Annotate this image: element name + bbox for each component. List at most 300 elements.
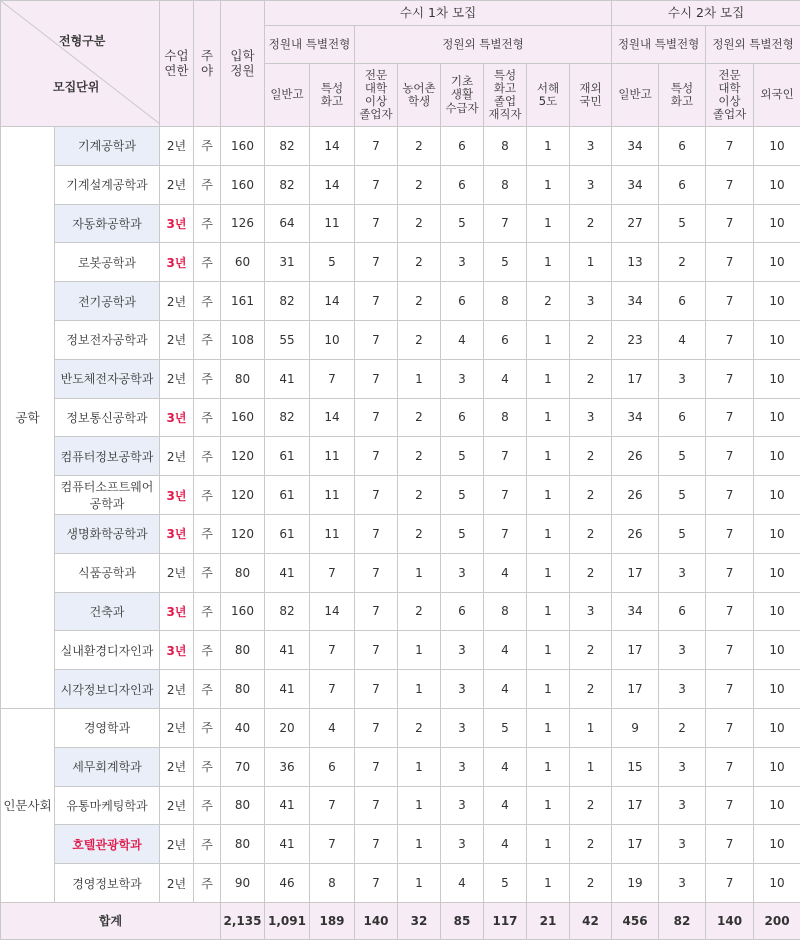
value-cell: 41 [265,670,310,709]
total-cell: 117 [484,902,527,939]
department-cell: 컴퓨터소프트웨어 공학과 [55,476,160,515]
value-cell: 7 [310,825,355,864]
value-cell: 2 [570,359,612,398]
subcategory-header: 재외 국민 [570,64,612,127]
value-cell: 3 [659,786,706,825]
value-cell: 6 [441,127,484,166]
study-years-cell: 2년 [160,864,194,903]
value-cell: 1 [398,786,441,825]
value-cell: 6 [659,592,706,631]
value-cell: 8 [484,398,527,437]
value-cell: 14 [310,127,355,166]
total-cell: 82 [659,902,706,939]
value-cell: 5 [441,437,484,476]
day-night-cell: 주 [194,514,221,553]
day-night-cell: 주 [194,631,221,670]
value-cell: 6 [659,398,706,437]
value-cell: 5 [441,476,484,515]
value-cell: 5 [659,514,706,553]
value-cell: 7 [310,670,355,709]
value-cell: 1 [570,243,612,282]
value-cell: 7 [706,127,754,166]
department-cell: 유통마케팅학과 [55,786,160,825]
value-cell: 7 [706,631,754,670]
table-row [1,320,800,359]
value-cell: 3 [441,670,484,709]
value-cell: 7 [355,864,398,903]
value-cell: 7 [355,243,398,282]
value-cell: 1 [398,359,441,398]
value-cell: 8 [484,282,527,321]
value-cell: 2 [570,670,612,709]
table-row [1,864,800,903]
total-cell: 1,091 [265,902,310,939]
value-cell: 2 [398,592,441,631]
subcategory-header: 서해 5도 [527,64,570,127]
day-night-cell: 주 [194,243,221,282]
value-cell: 3 [441,359,484,398]
value-cell: 41 [265,553,310,592]
value-cell: 6 [441,165,484,204]
value-cell: 2 [398,127,441,166]
value-cell: 14 [310,398,355,437]
value-cell: 7 [355,398,398,437]
value-cell: 2 [398,165,441,204]
day-night-cell: 주 [194,476,221,515]
value-cell: 10 [754,437,800,476]
value-cell: 2 [398,243,441,282]
value-cell: 82 [265,282,310,321]
value-cell: 2 [570,320,612,359]
value-cell: 1 [527,127,570,166]
value-cell: 1 [527,476,570,515]
subcategory-header: 특성 화고 [310,64,355,127]
value-cell: 3 [659,747,706,786]
value-cell: 1 [527,553,570,592]
day-night-cell: 주 [194,670,221,709]
value-cell: 1 [398,825,441,864]
value-cell: 14 [310,282,355,321]
value-cell: 46 [265,864,310,903]
value-cell: 5 [441,204,484,243]
value-cell: 11 [310,437,355,476]
total-cell: 189 [310,902,355,939]
value-cell: 3 [570,127,612,166]
value-cell: 5 [659,204,706,243]
value-cell: 7 [706,786,754,825]
value-cell: 17 [612,670,659,709]
table-row [1,437,800,476]
subcategory-header: 특성 화고 [659,64,706,127]
value-cell: 11 [310,204,355,243]
department-cell: 전기공학과 [55,282,160,321]
value-cell: 41 [265,359,310,398]
value-cell: 26 [612,437,659,476]
value-cell: 6 [659,127,706,166]
value-cell: 1 [527,398,570,437]
total-cell: 42 [570,902,612,939]
table-row [1,708,800,747]
day-night-cell: 주 [194,553,221,592]
value-cell: 2 [398,204,441,243]
value-cell: 3 [659,631,706,670]
table-row [1,476,800,515]
value-cell: 6 [659,165,706,204]
value-cell: 17 [612,359,659,398]
day-night-cell: 주 [194,592,221,631]
value-cell: 61 [265,514,310,553]
study-years-cell: 3년 [160,631,194,670]
value-cell: 14 [310,165,355,204]
value-cell: 4 [441,864,484,903]
value-cell: 7 [355,476,398,515]
value-cell: 3 [570,282,612,321]
department-cell: 기계설계공학과 [55,165,160,204]
value-cell: 8 [484,127,527,166]
department-cell: 생명화학공학과 [55,514,160,553]
department-cell: 기계공학과 [55,127,160,166]
day-night-cell: 주 [194,786,221,825]
value-cell: 10 [754,592,800,631]
value-cell: 7 [706,708,754,747]
value-cell: 2 [570,825,612,864]
quota-cell: 90 [221,864,265,903]
value-cell: 1 [527,320,570,359]
value-cell: 2 [398,476,441,515]
study-years-cell: 3년 [160,398,194,437]
value-cell: 17 [612,786,659,825]
table-row [1,825,800,864]
value-cell: 7 [355,553,398,592]
value-cell: 11 [310,514,355,553]
value-cell: 7 [706,398,754,437]
value-cell: 5 [484,243,527,282]
value-cell: 7 [355,631,398,670]
table-row [1,786,800,825]
value-cell: 10 [310,320,355,359]
quota-cell: 80 [221,786,265,825]
table-row [1,592,800,631]
day-night-cell: 주 [194,825,221,864]
value-cell: 10 [754,476,800,515]
value-cell: 3 [659,553,706,592]
day-night-cell: 주 [194,437,221,476]
value-cell: 7 [355,592,398,631]
value-cell: 7 [706,592,754,631]
value-cell: 1 [527,825,570,864]
subcategory-header: 특성 화고 졸업 재직자 [484,64,527,127]
table-row [1,165,800,204]
value-cell: 1 [527,243,570,282]
value-cell: 5 [310,243,355,282]
value-cell: 10 [754,708,800,747]
value-cell: 6 [659,282,706,321]
total-cell: 200 [754,902,800,939]
value-cell: 10 [754,165,800,204]
value-cell: 7 [355,786,398,825]
value-cell: 3 [441,553,484,592]
day-night-cell: 주 [194,398,221,437]
value-cell: 5 [484,708,527,747]
value-cell: 4 [441,320,484,359]
value-cell: 3 [441,243,484,282]
value-cell: 10 [754,204,800,243]
r2-in-quota-header: 정원내 특별전형 [612,26,706,64]
department-cell: 실내환경디자인과 [55,631,160,670]
total-cell: 140 [706,902,754,939]
value-cell: 4 [484,786,527,825]
value-cell: 2 [398,437,441,476]
study-years-cell: 2년 [160,437,194,476]
value-cell: 8 [484,165,527,204]
value-cell: 10 [754,320,800,359]
value-cell: 7 [355,359,398,398]
value-cell: 5 [659,476,706,515]
value-cell: 10 [754,359,800,398]
study-years-cell: 2년 [160,786,194,825]
value-cell: 1 [527,514,570,553]
value-cell: 3 [570,398,612,437]
department-cell: 호텔관광학과 [55,825,160,864]
value-cell: 14 [310,592,355,631]
value-cell: 3 [659,825,706,864]
value-cell: 34 [612,282,659,321]
value-cell: 2 [659,708,706,747]
value-cell: 41 [265,786,310,825]
study-years-cell: 2년 [160,165,194,204]
value-cell: 5 [484,864,527,903]
value-cell: 7 [706,359,754,398]
value-cell: 3 [570,165,612,204]
value-cell: 2 [398,708,441,747]
study-years-cell: 3년 [160,204,194,243]
table-corner-header [1,1,160,127]
total-cell: 140 [355,902,398,939]
value-cell: 9 [612,708,659,747]
total-label: 합계 [1,902,221,939]
value-cell: 10 [754,243,800,282]
department-cell: 시각정보디자인과 [55,670,160,709]
value-cell: 4 [484,670,527,709]
study-years-cell: 2년 [160,320,194,359]
value-cell: 13 [612,243,659,282]
total-cell: 456 [612,902,659,939]
value-cell: 2 [659,243,706,282]
value-cell: 2 [570,864,612,903]
quota-cell: 60 [221,243,265,282]
value-cell: 17 [612,631,659,670]
value-cell: 2 [527,282,570,321]
value-cell: 7 [355,165,398,204]
study-years-cell: 2년 [160,825,194,864]
value-cell: 2 [570,514,612,553]
value-cell: 7 [706,514,754,553]
value-cell: 2 [398,282,441,321]
day-night-cell: 주 [194,747,221,786]
value-cell: 1 [398,747,441,786]
table-row [1,553,800,592]
value-cell: 1 [527,708,570,747]
value-cell: 1 [398,553,441,592]
value-cell: 6 [484,320,527,359]
value-cell: 10 [754,553,800,592]
value-cell: 3 [570,592,612,631]
table-row [1,398,800,437]
value-cell: 10 [754,514,800,553]
table-row [1,359,800,398]
value-cell: 7 [355,825,398,864]
value-cell: 1 [527,864,570,903]
value-cell: 10 [754,747,800,786]
value-cell: 1 [527,359,570,398]
day-night-cell: 주 [194,708,221,747]
table-row [1,243,800,282]
value-cell: 36 [265,747,310,786]
department-cell: 로봇공학과 [55,243,160,282]
value-cell: 31 [265,243,310,282]
table-row [1,670,800,709]
department-cell: 경영학과 [55,708,160,747]
value-cell: 4 [484,747,527,786]
value-cell: 1 [527,165,570,204]
day-night-cell: 주 [194,864,221,903]
value-cell: 26 [612,476,659,515]
value-cell: 2 [398,320,441,359]
value-cell: 7 [706,553,754,592]
value-cell: 1 [570,747,612,786]
college-cell: 공학 [1,127,55,709]
day-night-cell: 주 [194,282,221,321]
value-cell: 19 [612,864,659,903]
value-cell: 4 [484,825,527,864]
value-cell: 23 [612,320,659,359]
value-cell: 2 [570,437,612,476]
r1-in-quota-header: 정원내 특별전형 [265,26,355,64]
value-cell: 10 [754,631,800,670]
value-cell: 10 [754,282,800,321]
day-night-cell: 주 [194,320,221,359]
value-cell: 7 [355,670,398,709]
quota-cell: 70 [221,747,265,786]
value-cell: 1 [398,864,441,903]
value-cell: 15 [612,747,659,786]
value-cell: 10 [754,864,800,903]
quota-cell: 120 [221,514,265,553]
value-cell: 8 [310,864,355,903]
department-cell: 경영정보학과 [55,864,160,903]
value-cell: 7 [706,747,754,786]
value-cell: 7 [355,127,398,166]
r2-out-quota-header: 정원외 특별전형 [706,26,800,64]
quota-cell: 80 [221,670,265,709]
value-cell: 2 [398,514,441,553]
value-cell: 17 [612,553,659,592]
table-row [1,127,800,166]
quota-cell: 160 [221,165,265,204]
subcategory-header: 일반고 [612,64,659,127]
study-years-cell: 2년 [160,359,194,398]
value-cell: 55 [265,320,310,359]
value-cell: 7 [355,437,398,476]
value-cell: 7 [355,320,398,359]
value-cell: 1 [527,786,570,825]
value-cell: 20 [265,708,310,747]
value-cell: 41 [265,825,310,864]
value-cell: 82 [265,398,310,437]
value-cell: 1 [527,437,570,476]
subcategory-header: 외국인 [754,64,800,127]
value-cell: 6 [441,592,484,631]
value-cell: 2 [570,786,612,825]
corner-bottom-label: 모집단위 [53,81,99,95]
value-cell: 7 [310,553,355,592]
study-years-cell: 2년 [160,282,194,321]
total-cell: 85 [441,902,484,939]
value-cell: 10 [754,786,800,825]
value-cell: 7 [310,359,355,398]
value-cell: 4 [484,553,527,592]
department-cell: 컴퓨터정보공학과 [55,437,160,476]
quota-cell: 80 [221,553,265,592]
value-cell: 7 [355,514,398,553]
quota-cell: 120 [221,437,265,476]
value-cell: 6 [310,747,355,786]
value-cell: 1 [527,204,570,243]
quota-cell: 120 [221,476,265,515]
quota-header: 입학 정원 [221,1,265,127]
study-years-cell: 3년 [160,476,194,515]
value-cell: 1 [527,592,570,631]
department-cell: 자동화공학과 [55,204,160,243]
value-cell: 26 [612,514,659,553]
value-cell: 41 [265,631,310,670]
study-years-cell: 3년 [160,592,194,631]
quota-cell: 40 [221,708,265,747]
study-years-cell: 2년 [160,708,194,747]
value-cell: 2 [570,553,612,592]
value-cell: 7 [706,165,754,204]
value-cell: 1 [527,747,570,786]
value-cell: 3 [441,631,484,670]
value-cell: 7 [355,708,398,747]
value-cell: 7 [484,437,527,476]
quota-cell: 160 [221,127,265,166]
college-cell: 인문사회 [1,708,55,902]
value-cell: 2 [570,631,612,670]
quota-cell: 80 [221,631,265,670]
value-cell: 7 [706,282,754,321]
r1-out-quota-header: 정원외 특별전형 [355,26,612,64]
department-cell: 정보전자공학과 [55,320,160,359]
value-cell: 7 [310,786,355,825]
study-years-cell: 2년 [160,127,194,166]
corner-top-label: 전형구분 [59,35,105,49]
value-cell: 4 [484,631,527,670]
value-cell: 1 [398,631,441,670]
quota-cell: 161 [221,282,265,321]
round2-header: 수시 2차 모집 [612,1,800,26]
value-cell: 34 [612,165,659,204]
value-cell: 7 [706,243,754,282]
value-cell: 3 [441,708,484,747]
quota-cell: 108 [221,320,265,359]
study-years-cell: 2년 [160,553,194,592]
table-row [1,514,800,553]
value-cell: 4 [659,320,706,359]
total-cell: 32 [398,902,441,939]
value-cell: 10 [754,398,800,437]
day-night-cell: 주 [194,165,221,204]
